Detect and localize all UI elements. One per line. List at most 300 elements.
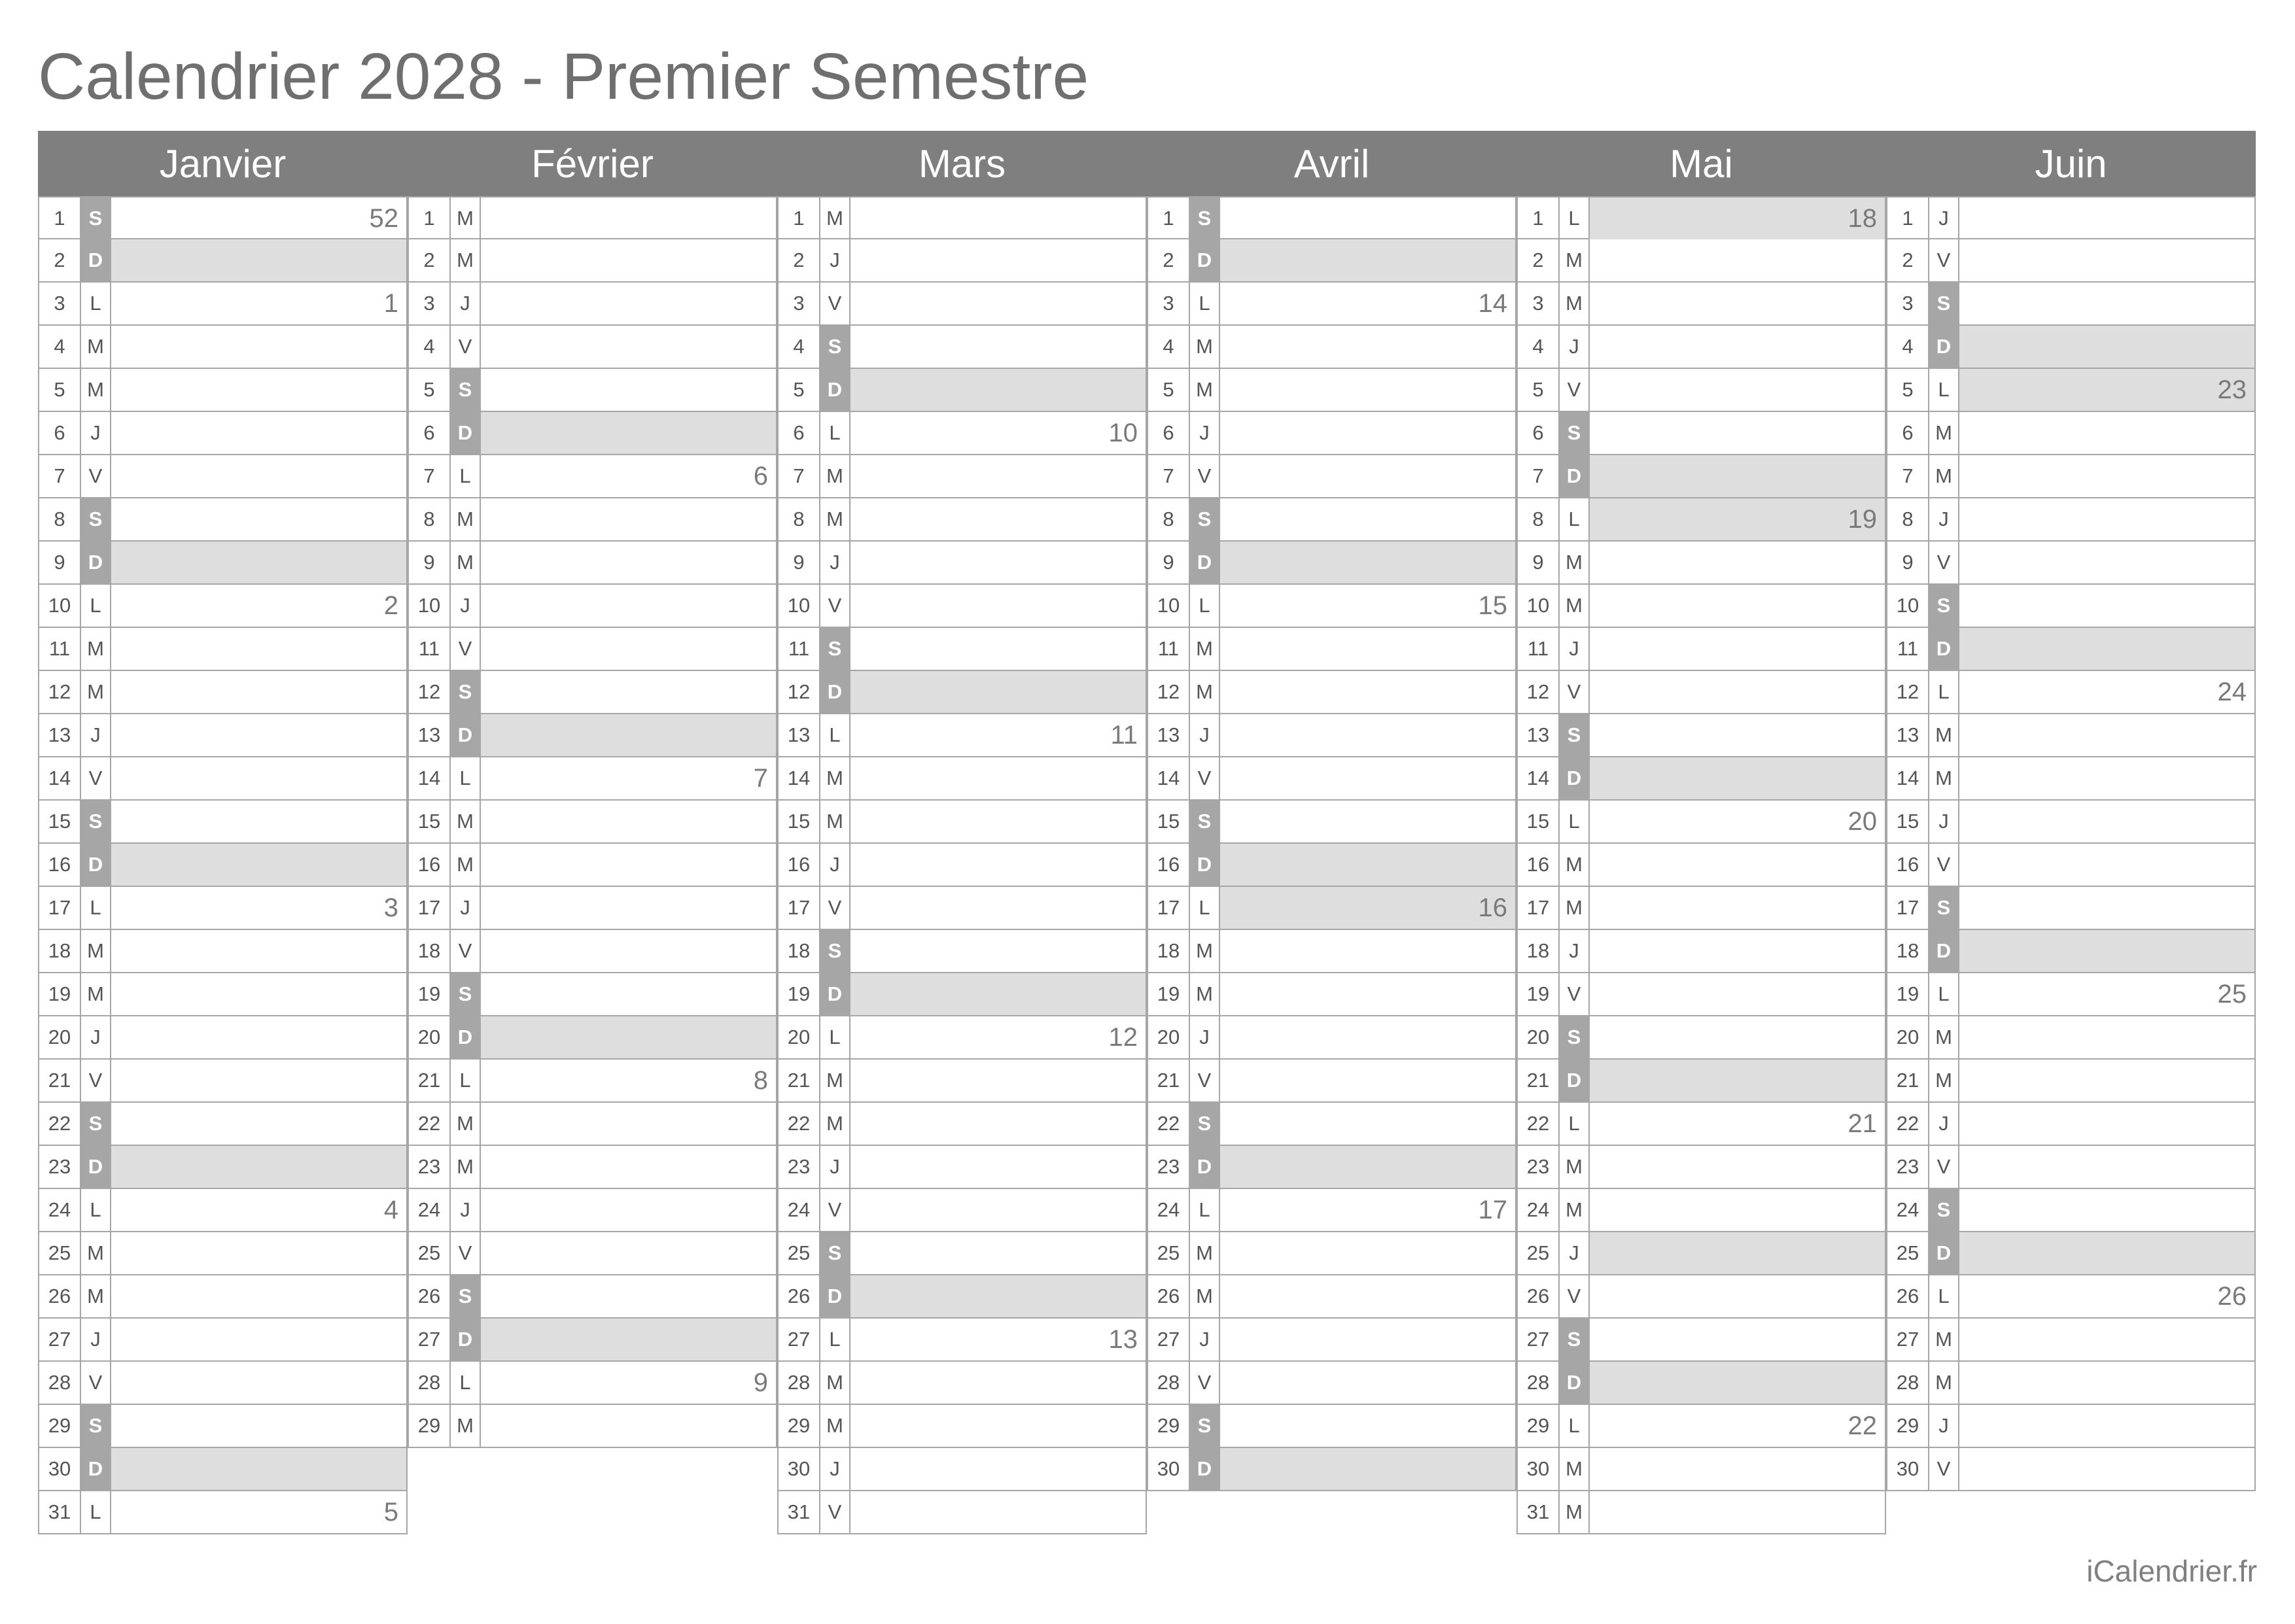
day-number: 29 <box>1148 1405 1190 1447</box>
day-note-cell <box>1220 844 1516 886</box>
day-number: 15 <box>1518 801 1560 842</box>
weekend-badge: D <box>451 714 481 756</box>
weekday-letter: M <box>1560 1491 1590 1533</box>
day-number: 29 <box>409 1405 451 1447</box>
weekday-letter: M <box>1929 714 1959 756</box>
weekend-badge: S <box>81 498 111 540</box>
day-number: 3 <box>1887 283 1929 324</box>
day-row <box>1147 1275 1516 1319</box>
day-number: 23 <box>39 1146 81 1188</box>
weekday-letter: M <box>1560 585 1590 627</box>
day-row <box>1516 239 1886 283</box>
day-number: 12 <box>779 671 820 713</box>
day-number: 2 <box>779 239 820 281</box>
day-note-cell <box>481 714 777 756</box>
week-number: 9 <box>753 1368 768 1397</box>
day-number: 10 <box>1148 585 1190 627</box>
page-title: Calendrier 2028 - Premier Semestre <box>38 40 1089 113</box>
weekday-letter: L <box>1560 498 1590 540</box>
day-number: 6 <box>779 412 820 454</box>
weekend-badge: S <box>820 628 850 670</box>
weekday-letter: V <box>1560 1275 1590 1317</box>
day-note-cell <box>1590 887 1886 929</box>
day-row <box>1147 757 1516 801</box>
day-row <box>777 1362 1147 1405</box>
day-number: 25 <box>39 1232 81 1274</box>
day-row <box>1147 196 1516 239</box>
weekend-badge: S <box>1190 498 1220 540</box>
weekday-letter: M <box>451 801 481 842</box>
weekend-badge: S <box>81 1103 111 1145</box>
weekday-letter: L <box>81 887 111 929</box>
day-row <box>38 1103 408 1146</box>
weekday-letter: M <box>1190 369 1220 411</box>
weekday-letter: V <box>1929 239 1959 281</box>
day-number: 9 <box>779 542 820 583</box>
weekend-badge: S <box>81 1405 111 1447</box>
weekday-letter: L <box>1929 973 1959 1015</box>
day-note-cell <box>1590 1146 1886 1188</box>
site-credit: iCalendrier.fr <box>2086 1554 2257 1588</box>
day-number: 2 <box>1148 239 1190 281</box>
week-number: 4 <box>383 1195 398 1224</box>
weekend-badge: D <box>1929 628 1959 670</box>
day-note-cell <box>1220 1060 1516 1101</box>
day-number: 11 <box>779 628 820 670</box>
weekday-letter: J <box>81 1319 111 1360</box>
day-number: 12 <box>1518 671 1560 713</box>
day-note-cell <box>850 1448 1147 1490</box>
day-note-cell <box>850 326 1147 368</box>
weekend-badge: D <box>81 1146 111 1188</box>
day-number: 17 <box>1887 887 1929 929</box>
day-row <box>1886 671 2256 714</box>
day-note-cell <box>481 1189 777 1231</box>
day-row <box>408 455 777 498</box>
day-note-cell <box>1959 542 2256 583</box>
day-note-cell <box>1959 1232 2256 1274</box>
day-number: 7 <box>39 455 81 497</box>
day-row <box>777 455 1147 498</box>
weekend-badge: D <box>820 973 850 1015</box>
day-note-cell <box>1959 628 2256 670</box>
day-note-cell <box>850 455 1147 497</box>
day-row <box>777 412 1147 455</box>
day-row <box>777 1060 1147 1103</box>
day-row <box>38 844 408 887</box>
weekday-letter: V <box>1190 1060 1220 1101</box>
day-number: 28 <box>39 1362 81 1404</box>
day-note-cell <box>1220 498 1516 540</box>
day-number: 8 <box>1518 498 1560 540</box>
day-row <box>1147 1319 1516 1362</box>
day-note-cell <box>850 1232 1147 1274</box>
day-row <box>777 1146 1147 1189</box>
day-note-cell <box>481 1362 777 1404</box>
day-number: 3 <box>1518 283 1560 324</box>
day-note-cell <box>1959 1060 2256 1101</box>
weekday-letter: M <box>81 671 111 713</box>
weekday-letter: M <box>1560 283 1590 324</box>
weekend-badge: D <box>81 542 111 583</box>
day-row <box>1886 1232 2256 1275</box>
weekday-letter: V <box>1560 671 1590 713</box>
day-note-cell <box>1959 412 2256 454</box>
weekday-letter: L <box>820 714 850 756</box>
day-note-cell <box>1959 1319 2256 1360</box>
day-number: 5 <box>39 369 81 411</box>
week-number: 24 <box>2217 677 2247 706</box>
weekend-badge: S <box>1560 1016 1590 1058</box>
day-row <box>1147 973 1516 1016</box>
weekday-letter: V <box>451 930 481 972</box>
day-row <box>1147 628 1516 671</box>
weekday-letter: M <box>81 930 111 972</box>
day-row <box>1886 326 2256 369</box>
weekday-letter: V <box>81 1362 111 1404</box>
day-row <box>777 283 1147 326</box>
week-number: 23 <box>2217 375 2247 404</box>
day-row <box>408 1362 777 1405</box>
day-number: 5 <box>1148 369 1190 411</box>
day-number: 27 <box>1148 1319 1190 1360</box>
weekday-letter: M <box>451 1146 481 1188</box>
day-number: 23 <box>1518 1146 1560 1188</box>
day-note-cell <box>481 1060 777 1101</box>
weekend-badge: D <box>820 369 850 411</box>
day-number: 29 <box>39 1405 81 1447</box>
day-note-cell <box>111 930 408 972</box>
day-row <box>1886 585 2256 628</box>
month-column <box>38 131 408 1527</box>
weekday-letter: M <box>1190 1232 1220 1274</box>
month-column <box>1886 131 2256 1480</box>
day-row <box>1886 498 2256 542</box>
day-note-cell <box>1590 1016 1886 1058</box>
day-row <box>38 498 408 542</box>
day-note-cell <box>1590 239 1886 281</box>
weekday-letter: V <box>1929 844 1959 886</box>
day-note-cell <box>850 1103 1147 1145</box>
day-row <box>1147 412 1516 455</box>
day-number: 23 <box>409 1146 451 1188</box>
weekend-badge: D <box>81 844 111 886</box>
weekend-badge: S <box>1929 1189 1959 1231</box>
day-note-cell <box>481 887 777 929</box>
weekend-badge: S <box>1929 585 1959 627</box>
day-note-cell <box>850 542 1147 583</box>
day-row <box>1886 801 2256 844</box>
day-row <box>1516 283 1886 326</box>
day-note-cell <box>111 1275 408 1317</box>
day-note-cell <box>1590 412 1886 454</box>
day-row <box>1886 1275 2256 1319</box>
day-row <box>38 1448 408 1491</box>
weekday-letter: J <box>451 887 481 929</box>
day-note-cell <box>1959 930 2256 972</box>
day-number: 16 <box>779 844 820 886</box>
day-number: 7 <box>1148 455 1190 497</box>
day-number: 18 <box>1887 930 1929 972</box>
day-number: 30 <box>779 1448 820 1490</box>
weekday-letter: V <box>820 283 850 324</box>
day-number: 22 <box>779 1103 820 1145</box>
weekday-letter: V <box>1929 542 1959 583</box>
day-note-cell <box>1220 283 1516 324</box>
day-row <box>1886 844 2256 887</box>
day-number: 19 <box>1518 973 1560 1015</box>
week-number: 1 <box>383 288 398 318</box>
day-number: 16 <box>39 844 81 886</box>
day-row <box>1886 1103 2256 1146</box>
weekday-letter: M <box>451 198 481 239</box>
day-row <box>1147 542 1516 585</box>
day-note-cell <box>850 369 1147 411</box>
day-number: 8 <box>1148 498 1190 540</box>
day-row <box>38 973 408 1016</box>
day-number: 28 <box>1518 1362 1560 1404</box>
weekday-letter: L <box>1929 1275 1959 1317</box>
day-note-cell <box>1220 412 1516 454</box>
weekend-badge: D <box>820 671 850 713</box>
day-row <box>777 1275 1147 1319</box>
weekday-letter: M <box>81 1232 111 1274</box>
day-number: 4 <box>1518 326 1560 368</box>
day-note-cell <box>850 1275 1147 1317</box>
day-number: 13 <box>409 714 451 756</box>
day-number: 31 <box>39 1491 81 1533</box>
day-note-cell <box>1220 1448 1516 1490</box>
weekday-letter: V <box>1929 1448 1959 1490</box>
day-number: 10 <box>1518 585 1560 627</box>
weekday-letter: M <box>820 801 850 842</box>
day-row <box>1147 1362 1516 1405</box>
day-number: 25 <box>1887 1232 1929 1274</box>
day-note-cell <box>1590 1491 1886 1533</box>
weekday-letter: M <box>1560 844 1590 886</box>
day-row <box>1516 326 1886 369</box>
month-column <box>408 131 777 1437</box>
day-number: 5 <box>409 369 451 411</box>
day-number: 14 <box>1887 757 1929 799</box>
day-number: 12 <box>1148 671 1190 713</box>
day-row <box>1516 1146 1886 1189</box>
day-row <box>1886 369 2256 412</box>
day-row <box>1147 498 1516 542</box>
day-number: 26 <box>1148 1275 1190 1317</box>
day-number: 6 <box>1148 412 1190 454</box>
day-number: 3 <box>39 283 81 324</box>
weekday-letter: V <box>820 1491 850 1533</box>
day-row <box>777 498 1147 542</box>
day-row <box>1516 801 1886 844</box>
day-number: 22 <box>409 1103 451 1145</box>
day-number: 5 <box>1518 369 1560 411</box>
weekday-letter: J <box>1190 714 1220 756</box>
day-number: 4 <box>1887 326 1929 368</box>
day-note-cell <box>850 671 1147 713</box>
weekday-letter: J <box>820 239 850 281</box>
day-note-cell <box>850 1405 1147 1447</box>
day-row <box>1147 671 1516 714</box>
day-number: 13 <box>39 714 81 756</box>
day-row <box>38 801 408 844</box>
week-number: 13 <box>1108 1324 1138 1354</box>
day-number: 22 <box>1518 1103 1560 1145</box>
day-note-cell <box>850 844 1147 886</box>
day-note-cell <box>1590 801 1886 842</box>
weekend-badge: S <box>820 326 850 368</box>
day-row <box>408 671 777 714</box>
day-number: 27 <box>39 1319 81 1360</box>
weekday-letter: V <box>451 1232 481 1274</box>
day-note-cell <box>1590 628 1886 670</box>
day-note-cell <box>481 1232 777 1274</box>
weekday-letter: L <box>1929 369 1959 411</box>
weekday-letter: J <box>1929 801 1959 842</box>
day-row <box>38 1491 408 1534</box>
day-row <box>1886 239 2256 283</box>
day-row <box>1516 1491 1886 1534</box>
weekday-letter: M <box>1929 412 1959 454</box>
day-note-cell <box>1590 198 1886 239</box>
day-number: 3 <box>409 283 451 324</box>
month-header: Mars <box>777 131 1147 196</box>
day-number: 21 <box>1518 1060 1560 1101</box>
day-row <box>408 585 777 628</box>
day-note-cell <box>1959 239 2256 281</box>
weekday-letter: J <box>1929 198 1959 239</box>
day-number: 14 <box>1518 757 1560 799</box>
weekend-badge: S <box>820 930 850 972</box>
day-number: 20 <box>779 1016 820 1058</box>
day-note-cell <box>850 628 1147 670</box>
day-note-cell <box>111 801 408 842</box>
day-number: 6 <box>1518 412 1560 454</box>
day-note-cell <box>1590 1405 1886 1447</box>
day-row <box>1516 498 1886 542</box>
weekday-letter: M <box>1929 757 1959 799</box>
day-number: 23 <box>779 1146 820 1188</box>
weekend-badge: D <box>451 1016 481 1058</box>
weekday-letter: J <box>1929 1103 1959 1145</box>
weekday-letter: L <box>1560 801 1590 842</box>
weekday-letter: L <box>451 455 481 497</box>
day-number: 30 <box>1887 1448 1929 1490</box>
day-number: 22 <box>1887 1103 1929 1145</box>
day-row <box>1147 844 1516 887</box>
day-number: 19 <box>39 973 81 1015</box>
day-row <box>1147 1448 1516 1491</box>
weekday-letter: J <box>1190 412 1220 454</box>
day-row <box>1516 455 1886 498</box>
day-row <box>1516 542 1886 585</box>
day-number: 25 <box>409 1232 451 1274</box>
day-row <box>1886 542 2256 585</box>
month-column <box>1516 131 1886 1523</box>
day-number: 18 <box>779 930 820 972</box>
week-number: 26 <box>2217 1281 2247 1311</box>
weekday-letter: M <box>820 1060 850 1101</box>
day-number: 20 <box>1518 1016 1560 1058</box>
day-note-cell <box>1959 1103 2256 1145</box>
month-header: Avril <box>1147 131 1516 196</box>
day-number: 19 <box>409 973 451 1015</box>
day-note-cell <box>1590 369 1886 411</box>
day-note-cell <box>481 628 777 670</box>
weekend-badge: S <box>1929 887 1959 929</box>
weekday-letter: M <box>820 1103 850 1145</box>
weekday-letter: M <box>1190 1275 1220 1317</box>
day-number: 11 <box>1887 628 1929 670</box>
day-number: 1 <box>1887 198 1929 239</box>
weekday-letter: V <box>820 887 850 929</box>
day-note-cell <box>1220 1146 1516 1188</box>
day-note-cell <box>111 369 408 411</box>
day-row <box>777 628 1147 671</box>
day-note-cell <box>481 930 777 972</box>
weekend-badge: S <box>820 1232 850 1274</box>
day-note-cell <box>1220 1319 1516 1360</box>
day-note-cell <box>1220 239 1516 281</box>
day-number: 21 <box>779 1060 820 1101</box>
day-row <box>408 1275 777 1319</box>
day-number: 26 <box>39 1275 81 1317</box>
day-number: 21 <box>1887 1060 1929 1101</box>
day-note-cell <box>481 1275 777 1317</box>
day-note-cell <box>1220 585 1516 627</box>
day-number: 8 <box>1887 498 1929 540</box>
day-note-cell <box>1590 1189 1886 1231</box>
weekday-letter: M <box>1560 1189 1590 1231</box>
weekday-letter: M <box>1190 628 1220 670</box>
week-number: 6 <box>753 461 768 491</box>
weekday-letter: M <box>820 1362 850 1404</box>
day-row <box>777 542 1147 585</box>
day-note-cell <box>1959 801 2256 842</box>
day-note-cell <box>850 930 1147 972</box>
weekday-letter: V <box>81 757 111 799</box>
day-note-cell <box>111 714 408 756</box>
day-row <box>1516 1448 1886 1491</box>
day-row <box>38 757 408 801</box>
weekday-letter: L <box>81 283 111 324</box>
weekday-letter: J <box>81 412 111 454</box>
weekday-letter: M <box>451 542 481 583</box>
day-number: 14 <box>39 757 81 799</box>
day-row <box>1516 844 1886 887</box>
weekend-badge: D <box>1190 542 1220 583</box>
day-number: 20 <box>39 1016 81 1058</box>
day-note-cell <box>850 1016 1147 1058</box>
weekend-badge: D <box>1929 326 1959 368</box>
day-row <box>38 369 408 412</box>
day-row <box>38 930 408 973</box>
day-number: 9 <box>1887 542 1929 583</box>
day-note-cell <box>1220 801 1516 842</box>
weekday-letter: J <box>81 714 111 756</box>
day-note-cell <box>111 1189 408 1231</box>
day-number: 24 <box>39 1189 81 1231</box>
day-note-cell <box>1590 1232 1886 1274</box>
weekday-letter: J <box>1929 498 1959 540</box>
day-row <box>1147 239 1516 283</box>
day-note-cell <box>850 801 1147 842</box>
day-note-cell <box>111 412 408 454</box>
day-number: 4 <box>1148 326 1190 368</box>
day-row <box>38 455 408 498</box>
weekday-letter: J <box>1190 1319 1220 1360</box>
